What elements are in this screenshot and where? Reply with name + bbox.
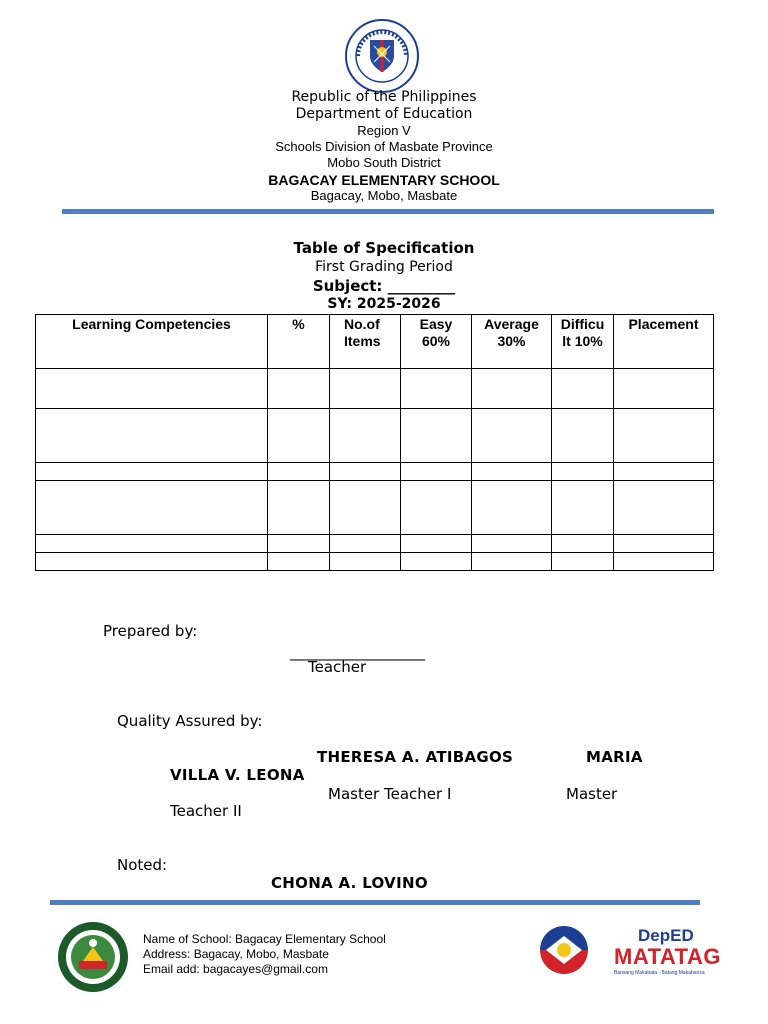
qa-role-master-teacher-2-part1: Master [566, 785, 618, 803]
table-row [36, 369, 714, 409]
school-logo [57, 921, 129, 993]
prepared-signature-line: __________________ [290, 643, 425, 661]
header-line1: Republic of the Philippines [291, 89, 477, 105]
qa-role-master-teacher-2-part2: Teacher II [170, 802, 242, 820]
col-header-difficult-text: Difficu lt 10% [560, 316, 605, 349]
table-cell[interactable] [268, 409, 330, 463]
table-cell[interactable] [472, 553, 552, 571]
doc-title: Table of Specification [293, 239, 475, 257]
table-cell[interactable] [401, 463, 472, 481]
prepared-by-label: Prepared by: [103, 622, 198, 640]
matatag-tagline: Bansang Makabata · Batang Makabansa [614, 970, 705, 976]
col-header-items-text: No.of Items [344, 316, 381, 349]
school-address: Bagacay, Mobo, Masbate [310, 188, 458, 203]
table-cell[interactable] [36, 535, 268, 553]
table-cell[interactable] [552, 535, 614, 553]
col-header-easy [401, 315, 472, 369]
table-cell[interactable] [401, 535, 472, 553]
table-cell[interactable] [614, 535, 714, 553]
table-cell[interactable] [472, 535, 552, 553]
table-row [36, 481, 714, 535]
table-cell[interactable] [330, 553, 401, 571]
qa-role-master-teacher-1: Master Teacher I [328, 785, 452, 803]
table-cell[interactable] [36, 481, 268, 535]
school-name: BAGACAY ELEMENTARY SCHOOL [268, 172, 500, 188]
col-header-items [330, 315, 401, 369]
table-cell[interactable] [268, 369, 330, 409]
header-rule [62, 209, 714, 214]
footer-school-name: Name of School: Bagacay Elementary School [143, 932, 386, 946]
header-district: Mobo South District [327, 155, 441, 170]
col-header-average-text: Average 30% [484, 316, 539, 349]
doc-sy: SY: 2025-2026 [327, 296, 441, 312]
table-cell[interactable] [401, 481, 472, 535]
prepared-role: Teacher [308, 658, 367, 676]
deped-matatag-logo [610, 924, 720, 980]
table-cell[interactable] [614, 409, 714, 463]
table-cell[interactable] [614, 463, 714, 481]
col-header-percent: % [268, 315, 330, 369]
qa-name-leona-part2: VILLA V. LEONA [170, 766, 305, 784]
table-cell[interactable] [552, 369, 614, 409]
table-cell[interactable] [330, 535, 401, 553]
table-row [36, 535, 714, 553]
table-cell[interactable] [614, 553, 714, 571]
table-cell[interactable] [552, 409, 614, 463]
table-cell[interactable] [472, 409, 552, 463]
table-cell[interactable] [401, 369, 472, 409]
table-cell[interactable] [36, 369, 268, 409]
table-cell[interactable] [268, 553, 330, 571]
header-division: Schools Division of Masbate Province [275, 139, 493, 154]
footer-email: Email add: bagacayes@gmail.com [143, 962, 328, 976]
table-cell[interactable] [472, 481, 552, 535]
table-cell[interactable] [552, 463, 614, 481]
table-cell[interactable] [552, 553, 614, 571]
table-cell[interactable] [36, 409, 268, 463]
table-cell[interactable] [401, 409, 472, 463]
table-cell[interactable] [330, 369, 401, 409]
col-header-competencies: Learning Competencies [36, 315, 268, 369]
header-region: Region V [357, 123, 411, 138]
col-header-average [472, 315, 552, 369]
table-cell[interactable] [472, 369, 552, 409]
table-cell[interactable] [401, 553, 472, 571]
table-cell[interactable] [268, 481, 330, 535]
qa-name-atibagos: THERESA A. ATIBAGOS [317, 748, 514, 766]
table-row [36, 409, 714, 463]
table-cell[interactable] [36, 553, 268, 571]
noted-name: CHONA A. LOVINO [271, 874, 428, 892]
col-header-easy-text: Easy 60% [419, 316, 453, 349]
matatag-text: MATATAG [614, 944, 721, 969]
bagong-pilipinas-logo [536, 924, 592, 976]
doc-period: First Grading Period [315, 259, 453, 275]
table-row [36, 463, 714, 481]
qa-name-leona-part1: MARIA [586, 748, 643, 766]
deped-seal [344, 18, 420, 94]
doc-subject: Subject: _________ [312, 277, 456, 295]
table-cell[interactable] [268, 535, 330, 553]
col-header-difficult [552, 315, 614, 369]
footer-address: Address: Bagacay, Mobo, Masbate [143, 947, 329, 961]
table-cell[interactable] [552, 481, 614, 535]
footer-rule [50, 900, 700, 905]
table-cell[interactable] [330, 463, 401, 481]
specification-table [35, 314, 714, 571]
header-line2: Department of Education [295, 106, 473, 122]
noted-label: Noted: [117, 856, 168, 874]
table-cell[interactable] [36, 463, 268, 481]
table-cell[interactable] [614, 369, 714, 409]
quality-assured-label: Quality Assured by: [117, 712, 263, 730]
deped-logo-text: DepED [638, 926, 694, 945]
table-cell[interactable] [472, 463, 552, 481]
table-cell[interactable] [330, 481, 401, 535]
table-row [36, 553, 714, 571]
table-header-row [36, 315, 714, 369]
table-cell[interactable] [268, 463, 330, 481]
table-cell[interactable] [330, 409, 401, 463]
col-header-placement: Placement [614, 315, 714, 369]
table-cell[interactable] [614, 481, 714, 535]
